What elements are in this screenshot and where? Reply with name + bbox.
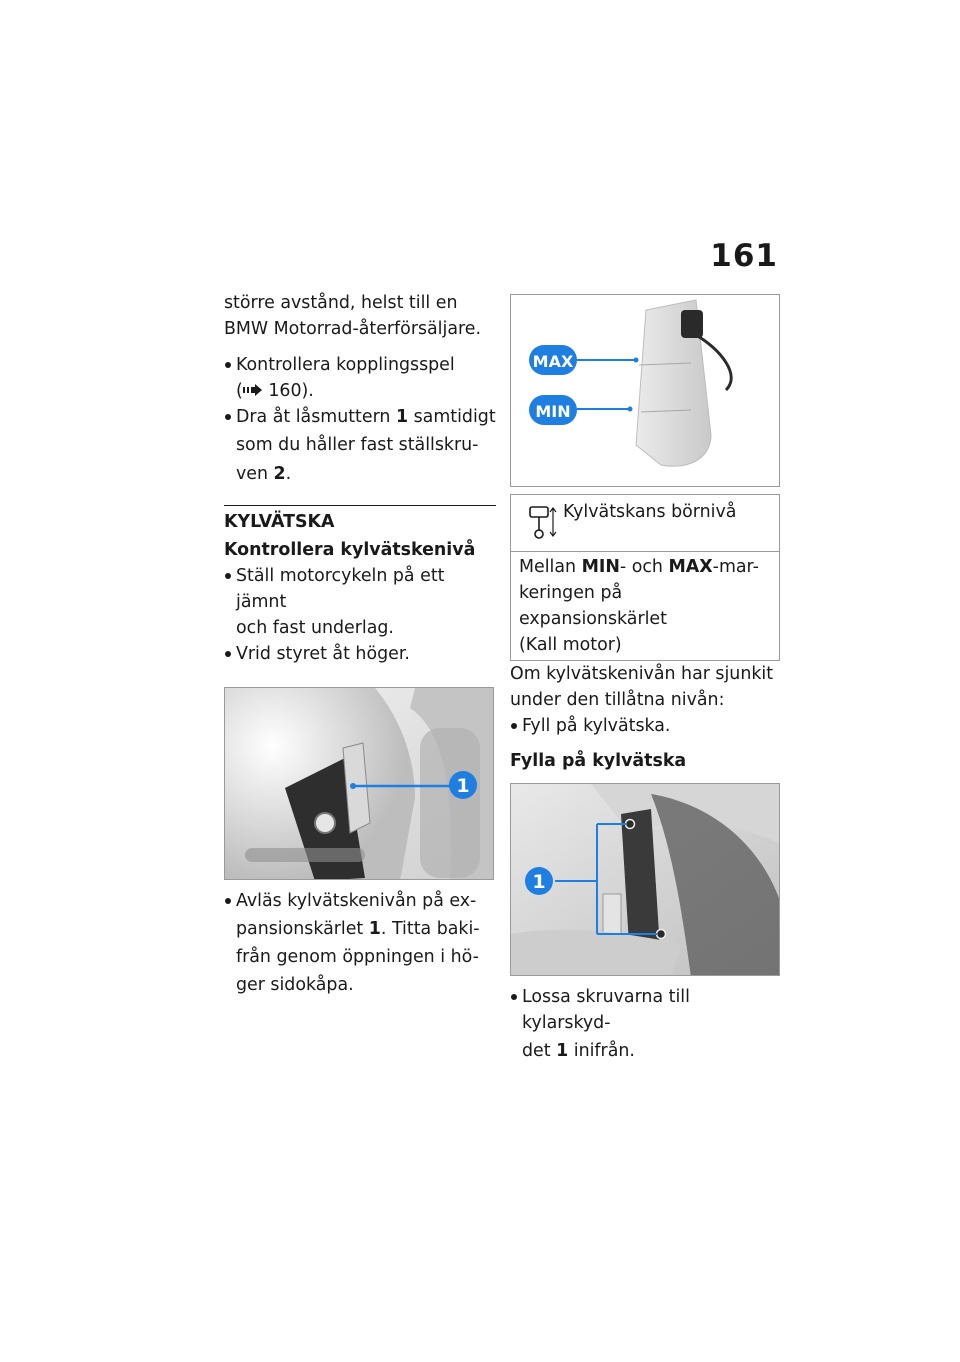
bullet-check-clutch (224, 352, 496, 378)
bullet-loosen-screws-line-2 (510, 1038, 780, 1064)
bullet-turn-handlebar: Vrid styret åt höger. (224, 641, 496, 667)
bullet-level-bike: Ställ motorcykeln på ett jämnt (224, 563, 496, 615)
bullet-read-level-line-4: ger sidokåpa. (236, 975, 354, 995)
max-label: MAX (532, 352, 574, 371)
right-column (510, 294, 780, 1064)
page-reference-number: 160). (268, 381, 314, 401)
text-fragment: inifrån. (568, 1041, 635, 1061)
subheading-fill-coolant: Fylla på kylvätska (510, 751, 687, 771)
intro-line-1: större avstånd, helst till en (224, 293, 458, 313)
bullet-tighten-nut-line-2: som du håller fast ställskru- (236, 435, 479, 455)
info-line-2: keringen på expansionskärlet (519, 583, 667, 629)
bullet-tighten-nut (224, 404, 496, 430)
bullet-read-level-line-2 (224, 916, 496, 942)
text-fragment: samtidigt (408, 407, 496, 427)
subheading-check-coolant: Kontrollera kylvätskenivå (224, 540, 476, 560)
motorcycle-side-illustration (225, 688, 494, 880)
bullet-check-clutch-text: Kontrollera kopplingsspel (236, 355, 455, 375)
text-fragment: pansionskärlet (236, 919, 369, 939)
callout-number: 1 (556, 1041, 569, 1061)
info-line-3: (Kall motor) (519, 635, 622, 655)
left-column (224, 290, 496, 998)
expansion-tank-illustration (511, 295, 780, 487)
max-marker-text: MAX (668, 557, 713, 577)
callout-number: 1 (368, 919, 381, 939)
info-line-1 (519, 554, 771, 580)
figure-callout-1: 1 (532, 871, 546, 893)
figure-callout-1: 1 (456, 775, 470, 797)
text-fragment: -mar- (712, 557, 759, 577)
intro-line-2: BMW Motorrad-återförsäljare. (224, 319, 481, 339)
paren-open: ( (236, 381, 243, 401)
text-fragment: . Titta baki- (380, 919, 480, 939)
text-fragment: ven (236, 464, 274, 484)
min-label: MIN (535, 402, 571, 421)
bullet-level-bike-line-2: och fast underlag. (236, 618, 394, 638)
text-fragment: Dra åt låsmuttern (236, 407, 396, 427)
section-divider (224, 505, 496, 535)
min-marker-text: MIN (581, 557, 620, 577)
text-fragment: Mellan (519, 557, 582, 577)
figure-expansion-tank-min-max (510, 294, 780, 487)
engine-piston-icon (525, 505, 557, 541)
paragraph-low-level-line-2: under den tillåtna nivån: (510, 690, 725, 710)
page-number: 161 (710, 238, 778, 274)
text-fragment: - och (619, 557, 669, 577)
figure-expansion-tank-view (224, 687, 494, 880)
bullet-read-level: Avläs kylvätskenivån på ex- (224, 888, 496, 914)
info-box-title: Kylvätskans börnivå (563, 502, 737, 522)
arrow-right-icon (243, 383, 263, 397)
section-title: KYLVÄTSKA (224, 512, 335, 532)
coolant-level-info-box (510, 494, 780, 661)
bullet-fill-coolant: Fyll på kylvätska. (510, 713, 780, 739)
bullet-tighten-nut-line-3 (224, 461, 496, 487)
text-fragment: . (285, 464, 292, 484)
bullet-loosen-screws: Lossa skruvarna till kylarskyd- (510, 984, 780, 1036)
text-fragment: det (522, 1041, 557, 1061)
radiator-guard-illustration (511, 784, 780, 976)
callout-number: 1 (395, 407, 409, 427)
page-reference[interactable] (224, 378, 496, 404)
figure-radiator-guard-screws (510, 783, 780, 976)
callout-number: 2 (273, 464, 286, 484)
bullet-read-level-line-3: från genom öppningen i hö- (236, 947, 479, 967)
paragraph-low-level-line-1: Om kylvätskenivån har sjunkit (510, 664, 774, 684)
